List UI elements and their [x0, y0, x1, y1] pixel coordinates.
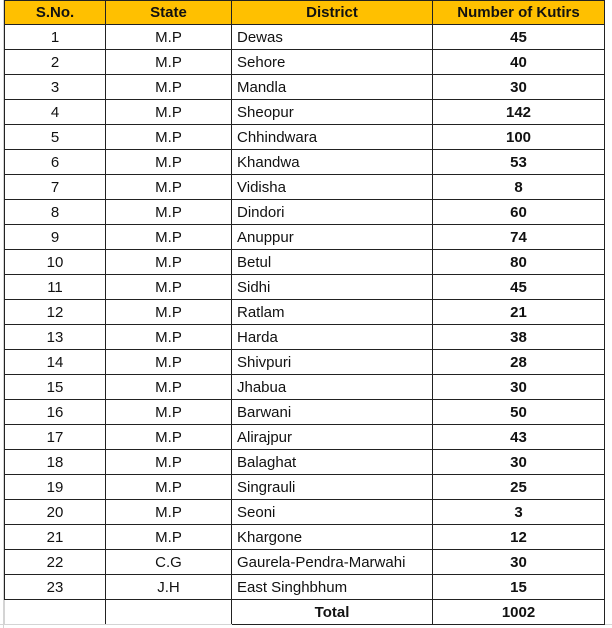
cell-district[interactable]: Dindori	[232, 200, 433, 225]
cell-state[interactable]: M.P	[106, 25, 232, 50]
cell-state[interactable]: M.P	[106, 300, 232, 325]
table-row	[5, 50, 605, 75]
cell-sno[interactable]: 11	[5, 275, 106, 300]
table-row	[5, 450, 605, 475]
cell-district[interactable]: Vidisha	[232, 175, 433, 200]
cell-state[interactable]: M.P	[106, 450, 232, 475]
cell-district[interactable]: Sehore	[232, 50, 433, 75]
table-row	[5, 25, 605, 50]
table-row	[5, 75, 605, 100]
cell-kutirs[interactable]: 12	[433, 525, 605, 550]
cell-state[interactable]: M.P	[106, 375, 232, 400]
cell-district[interactable]: Barwani	[232, 400, 433, 425]
cell-district[interactable]: Singrauli	[232, 475, 433, 500]
cell-sno[interactable]: 10	[5, 250, 106, 275]
cell-state[interactable]: M.P	[106, 525, 232, 550]
cell-state[interactable]: M.P	[106, 475, 232, 500]
cell-state[interactable]: J.H	[106, 575, 232, 600]
cell-sno[interactable]: 6	[5, 150, 106, 175]
cell-sno[interactable]: 12	[5, 300, 106, 325]
cell-sno[interactable]: 3	[5, 75, 106, 100]
cell-district[interactable]: Jhabua	[232, 375, 433, 400]
table-row	[5, 375, 605, 400]
cell-sno[interactable]: 1	[5, 25, 106, 50]
cell-district[interactable]: Chhindwara	[232, 125, 433, 150]
table-row	[5, 175, 605, 200]
table-row	[5, 125, 605, 150]
table-row	[5, 200, 605, 225]
table-row	[5, 250, 605, 275]
cell-sno[interactable]: 14	[5, 350, 106, 375]
table-row	[5, 550, 605, 575]
cell-kutirs[interactable]: 28	[433, 350, 605, 375]
table-row	[5, 350, 605, 375]
table-row	[5, 100, 605, 125]
cell-sno[interactable]: 15	[5, 375, 106, 400]
cell-state[interactable]: M.P	[106, 350, 232, 375]
cell-kutirs[interactable]: 30	[433, 550, 605, 575]
cell-kutirs[interactable]: 74	[433, 225, 605, 250]
cell-state[interactable]: M.P	[106, 400, 232, 425]
cell-kutirs[interactable]: 30	[433, 450, 605, 475]
cell-sno[interactable]: 16	[5, 400, 106, 425]
cell-state[interactable]: M.P	[106, 175, 232, 200]
cell-state[interactable]: M.P	[106, 50, 232, 75]
header-state[interactable]: State	[106, 1, 232, 25]
cell-kutirs[interactable]: 38	[433, 325, 605, 350]
cell-kutirs[interactable]: 15	[433, 575, 605, 600]
cell-kutirs[interactable]: 3	[433, 500, 605, 525]
header-sno[interactable]: S.No.	[5, 1, 106, 25]
cell-kutirs[interactable]: 40	[433, 50, 605, 75]
table-row	[5, 225, 605, 250]
cell-district[interactable]: Sheopur	[232, 100, 433, 125]
cell-kutirs[interactable]: 45	[433, 275, 605, 300]
cell-kutirs[interactable]: 25	[433, 475, 605, 500]
header-kutirs[interactable]: Number of Kutirs	[433, 1, 605, 25]
cell-sno[interactable]: 23	[5, 575, 106, 600]
table-row	[5, 275, 605, 300]
kutirs-table	[4, 0, 605, 625]
cell-sno[interactable]: 5	[5, 125, 106, 150]
cell-sno[interactable]: 13	[5, 325, 106, 350]
cell-kutirs[interactable]: 21	[433, 300, 605, 325]
total-value[interactable]: 1002	[433, 600, 605, 625]
cell-district[interactable]: Sidhi	[232, 275, 433, 300]
cell-sno[interactable]: 17	[5, 425, 106, 450]
total-row	[5, 600, 605, 625]
cell-kutirs[interactable]: 30	[433, 75, 605, 100]
table-row	[5, 525, 605, 550]
cell-district[interactable]: Balaghat	[232, 450, 433, 475]
total-blank-cell[interactable]	[5, 600, 106, 625]
table-row	[5, 475, 605, 500]
header-row	[5, 1, 605, 25]
cell-sno[interactable]: 22	[5, 550, 106, 575]
cell-sno[interactable]: 2	[5, 50, 106, 75]
cell-district[interactable]: East Singhbhum	[232, 575, 433, 600]
cell-district[interactable]: Khargone	[232, 525, 433, 550]
table-row	[5, 300, 605, 325]
cell-district[interactable]: Ratlam	[232, 300, 433, 325]
table-row	[5, 575, 605, 600]
cell-district[interactable]: Anuppur	[232, 225, 433, 250]
cell-state[interactable]: M.P	[106, 275, 232, 300]
cell-state[interactable]: M.P	[106, 425, 232, 450]
cell-state[interactable]: M.P	[106, 100, 232, 125]
cell-state[interactable]: M.P	[106, 500, 232, 525]
cell-district[interactable]: Dewas	[232, 25, 433, 50]
cell-kutirs[interactable]: 100	[433, 125, 605, 150]
cell-sno[interactable]: 8	[5, 200, 106, 225]
cell-state[interactable]: C.G	[106, 550, 232, 575]
cell-district[interactable]: Khandwa	[232, 150, 433, 175]
cell-state[interactable]: M.P	[106, 250, 232, 275]
cell-kutirs[interactable]: 8	[433, 175, 605, 200]
cell-state[interactable]: M.P	[106, 325, 232, 350]
cell-state[interactable]: M.P	[106, 225, 232, 250]
cell-state[interactable]: M.P	[106, 125, 232, 150]
cell-kutirs[interactable]: 142	[433, 100, 605, 125]
cell-kutirs[interactable]: 30	[433, 375, 605, 400]
cell-kutirs[interactable]: 60	[433, 200, 605, 225]
total-blank-cell[interactable]	[106, 600, 232, 625]
table-row	[5, 500, 605, 525]
cell-sno[interactable]: 20	[5, 500, 106, 525]
cell-kutirs[interactable]: 53	[433, 150, 605, 175]
cell-state[interactable]: M.P	[106, 75, 232, 100]
table-row	[5, 425, 605, 450]
cell-sno[interactable]: 4	[5, 100, 106, 125]
header-district[interactable]: District	[232, 1, 433, 25]
cell-district[interactable]: Harda	[232, 325, 433, 350]
cell-district[interactable]: Alirajpur	[232, 425, 433, 450]
cell-district[interactable]: Betul	[232, 250, 433, 275]
cell-district[interactable]: Mandla	[232, 75, 433, 100]
cell-kutirs[interactable]: 45	[433, 25, 605, 50]
cell-sno[interactable]: 9	[5, 225, 106, 250]
cell-sno[interactable]: 21	[5, 525, 106, 550]
cell-kutirs[interactable]: 50	[433, 400, 605, 425]
cell-sno[interactable]: 18	[5, 450, 106, 475]
cell-sno[interactable]: 7	[5, 175, 106, 200]
cell-kutirs[interactable]: 43	[433, 425, 605, 450]
cell-state[interactable]: M.P	[106, 200, 232, 225]
table-row	[5, 400, 605, 425]
table-row	[5, 150, 605, 175]
total-label[interactable]: Total	[232, 600, 433, 625]
cell-sno[interactable]: 19	[5, 475, 106, 500]
cell-district[interactable]: Gaurela-Pendra-Marwahi	[232, 550, 433, 575]
table-row	[5, 325, 605, 350]
cell-kutirs[interactable]: 80	[433, 250, 605, 275]
cell-district[interactable]: Seoni	[232, 500, 433, 525]
cell-state[interactable]: M.P	[106, 150, 232, 175]
cell-district[interactable]: Shivpuri	[232, 350, 433, 375]
